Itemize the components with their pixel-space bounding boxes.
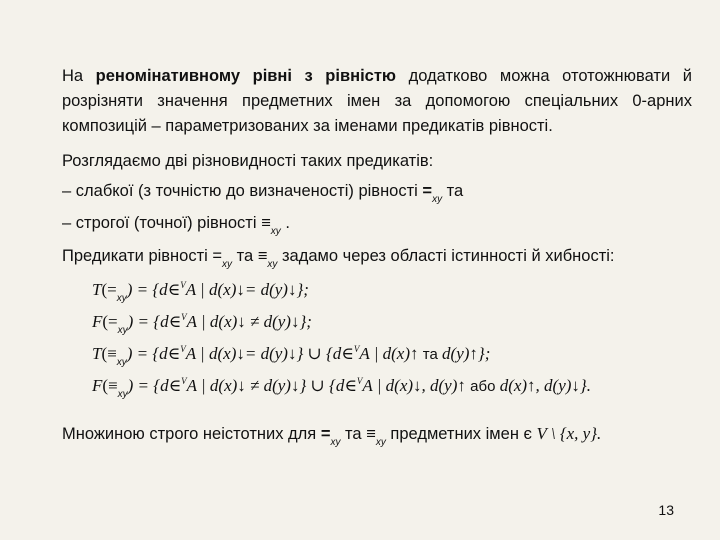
predicates-a: Предикати рівності = xyxy=(62,247,223,265)
strong-operator: ≡ xyxy=(261,214,271,232)
paragraph-predicates xyxy=(62,247,702,270)
intro-lead: На xyxy=(62,67,96,85)
paragraph-weak xyxy=(62,182,702,205)
formula-rhs: ) = {d∈ xyxy=(126,344,181,363)
formula-mid2: A | d(x)↓, d(y)↑ xyxy=(362,376,471,395)
weak-text: – слабкої (з точністю до визначеності) рівності xyxy=(62,182,423,200)
formula-op: (= xyxy=(101,280,117,299)
formula-weak-true xyxy=(92,280,309,304)
formula-lhs: T xyxy=(92,280,102,299)
formula-sup: V xyxy=(180,344,186,354)
inessential-b: та xyxy=(340,425,367,443)
strong-subscript: xy xyxy=(270,226,281,237)
formula-rest: A | d(x)↓ ≠ d(y)↓}; xyxy=(186,312,312,331)
inessential-op2: ≡ xyxy=(366,425,376,443)
formula-op: (≡ xyxy=(102,376,118,395)
formula-sub: xy xyxy=(116,357,127,368)
weak-operator: = xyxy=(422,182,433,200)
formula-word: або xyxy=(470,378,496,395)
formula-mid: A | d(x)↓= d(y)↓} ∪ {d∈ xyxy=(185,344,354,363)
page-number: 13 xyxy=(658,502,674,518)
formula-lhs: T xyxy=(92,344,102,363)
formula-op: (≡ xyxy=(101,344,117,363)
strong-text: – строгої (точної) рівності xyxy=(62,214,262,232)
formula-sup2: V xyxy=(353,344,360,354)
formula-rhs: ) = {d∈ xyxy=(127,312,182,331)
weak-tail: та xyxy=(442,182,464,200)
formula-mid2: A | d(x)↑ xyxy=(359,344,423,363)
paragraph-inessential xyxy=(62,424,702,448)
paragraph-kinds xyxy=(62,152,702,171)
predicates-b: та ≡ xyxy=(232,247,268,265)
formula-end: d(x)↑, d(y)↓}. xyxy=(495,376,591,395)
formula-rhs: ) = {d∈ xyxy=(126,280,181,299)
weak-subscript: xy xyxy=(432,194,443,205)
formula-sub: xy xyxy=(117,325,128,336)
formula-sup: V xyxy=(181,376,187,386)
formula-rhs: ) = {d∈ xyxy=(127,376,182,395)
paragraph-intro xyxy=(62,64,692,139)
predicates-c: задамо через області істинності й хибності: xyxy=(277,247,615,265)
formula-strong-false xyxy=(92,376,591,400)
kinds-text: Розглядаємо дві різновидності таких предикатів: xyxy=(62,152,434,170)
formula-sup: V xyxy=(180,280,186,290)
formula-op: (= xyxy=(102,312,118,331)
intro-rest: додатково можна ототожнювати й розрізняти значення предметних імен за допомогою спеціальних 0-арних композицій – параметризованих за іменами предикатів рівності. xyxy=(62,67,692,135)
predicates-sub2: xy xyxy=(267,259,278,270)
predicates-sub1: xy xyxy=(222,259,233,270)
formula-mid: A | d(x)↓ ≠ d(y)↓} ∪ {d∈ xyxy=(186,376,357,395)
formula-strong-true xyxy=(92,344,490,368)
formula-weak-false xyxy=(92,312,312,336)
formula-end: d(y)↑}; xyxy=(437,344,491,363)
formula-sup: V xyxy=(181,312,187,322)
inessential-sub1: xy xyxy=(330,437,341,448)
formula-sub: xy xyxy=(116,293,127,304)
inessential-c: предметних імен є xyxy=(385,425,537,443)
inessential-set: V \ {x, y}. xyxy=(536,424,602,443)
inessential-op1: = xyxy=(320,425,331,443)
formula-rest: A | d(x)↓= d(y)↓}; xyxy=(185,280,309,299)
formula-word: та xyxy=(422,346,438,363)
inessential-sub2: xy xyxy=(375,437,386,448)
paragraph-strong xyxy=(62,214,702,237)
formula-lhs: F xyxy=(92,312,103,331)
formula-sub: xy xyxy=(117,389,128,400)
formula-sup2: V xyxy=(356,376,363,386)
intro-bold-term: реномінативному рівні з рівністю xyxy=(95,67,397,85)
strong-tail: . xyxy=(280,214,290,232)
inessential-a: Множиною строго неістотних для xyxy=(62,425,321,443)
formula-lhs: F xyxy=(92,376,103,395)
